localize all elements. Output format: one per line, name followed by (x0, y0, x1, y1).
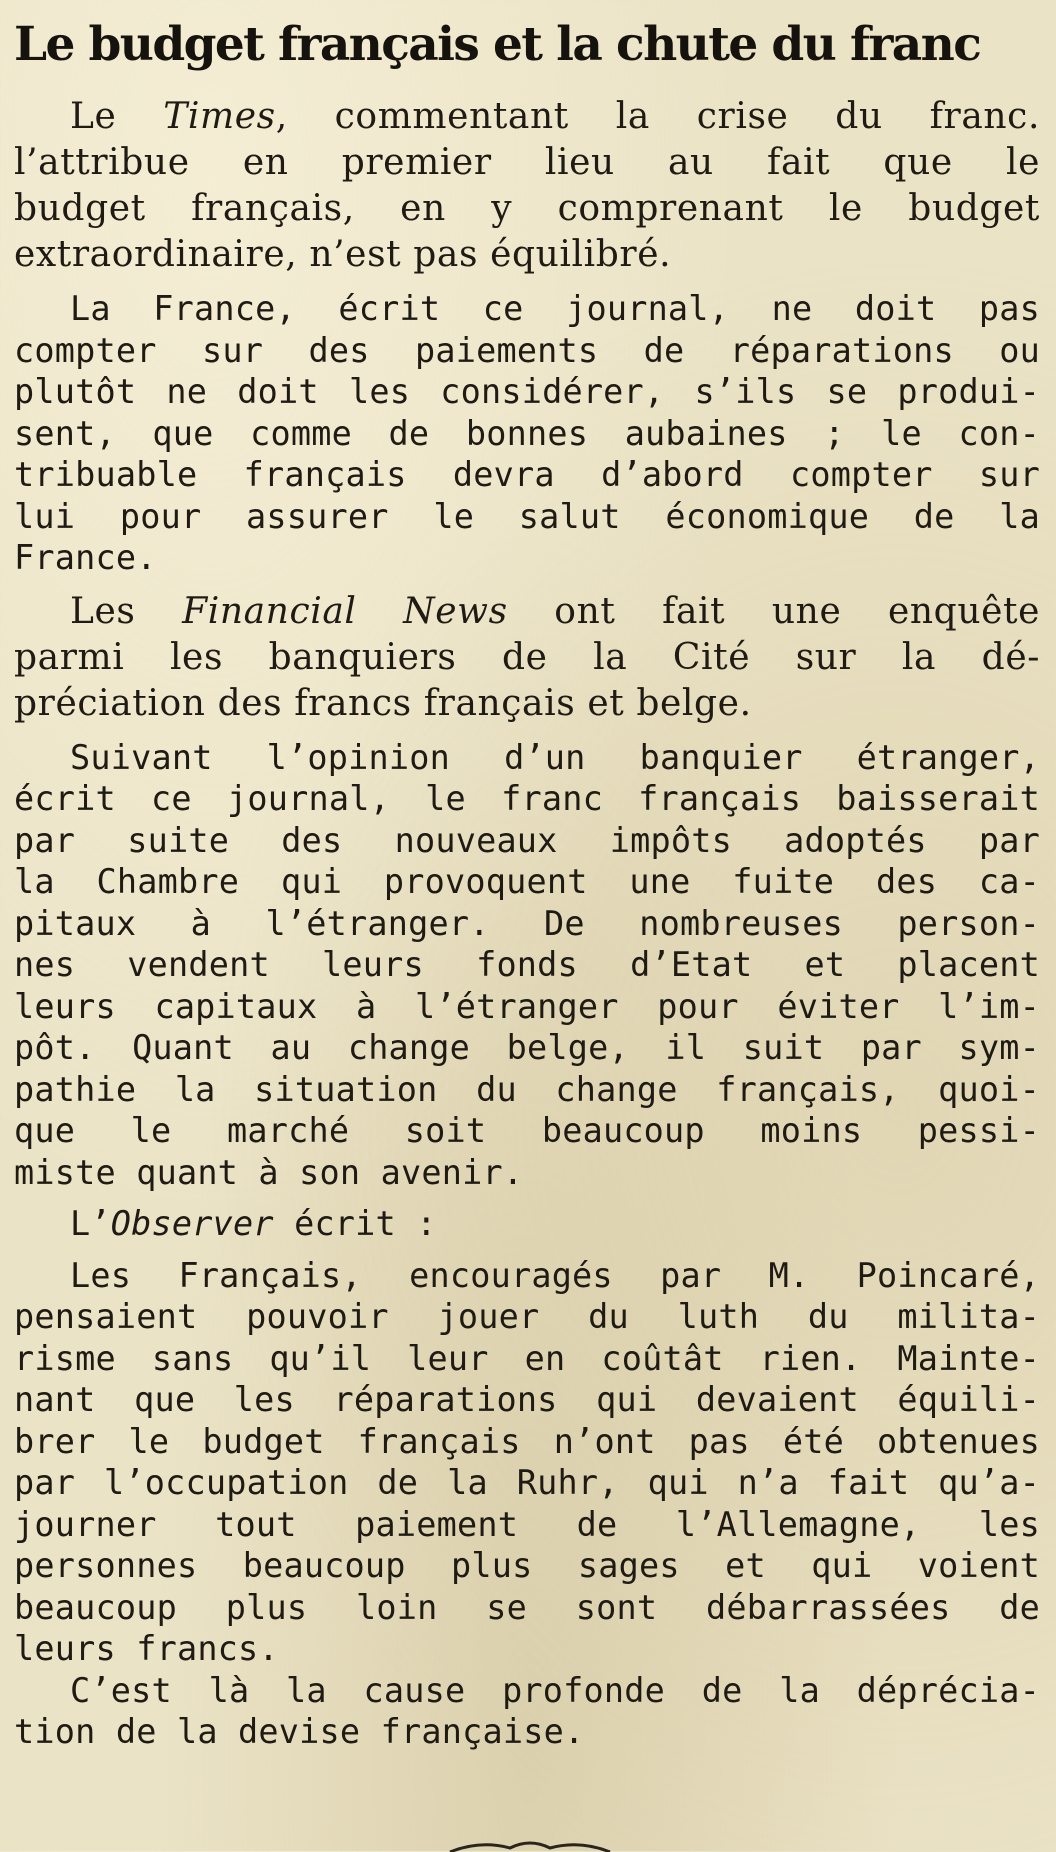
text-line (14, 94, 1040, 140)
italic-title: Times (163, 96, 276, 137)
text-line: lui pour assurer le salut économique de la (14, 496, 1040, 536)
paragraph-gap (14, 1193, 1040, 1203)
paragraph-observer-quote (14, 1255, 1040, 1670)
text-run: Les (70, 590, 183, 632)
text-line: par l’occupation de la Ruhr, qui n’a fait qu’a- (14, 1463, 1040, 1502)
text-line: écrit ce journal, le franc français baisserait (14, 779, 1040, 818)
text-run: , commentant la crise du franc. (275, 96, 1040, 137)
text-line: pitaux à l’étranger. De nombreuses person- (14, 903, 1040, 943)
text-line: budget français, en y comprenant le budget (14, 188, 1040, 229)
article-headline: Le budget français et la chute du franc (14, 17, 981, 72)
text-line: Les Français, encouragés par M. Poincaré, (70, 1255, 1040, 1295)
text-line: personnes beaucoup plus sages et qui voient (14, 1546, 1040, 1585)
paragraph-observer-intro (14, 1203, 1040, 1245)
text-line: leurs francs. (14, 1629, 279, 1668)
text-line: C’est là la cause profonde de la déprécia- (70, 1670, 1040, 1710)
text-line: pathie la situation du change français, quoi- (14, 1069, 1040, 1109)
italic-title: Observer (110, 1204, 274, 1243)
text-line: l’attribue en premier lieu au fait que le (14, 142, 1040, 183)
text-run: ont fait une enquête (507, 590, 1040, 632)
text-line: extraordinaire, n’est pas équilibré. (14, 234, 672, 275)
text-line: sent, que comme de bonnes aubaines ; le con- (14, 413, 1040, 453)
text-line: miste quant à son avenir. (14, 1152, 524, 1192)
text-line: préciation des francs français et belge. (14, 682, 752, 724)
text-run: écrit : (273, 1204, 437, 1243)
paragraph-financial-news-lede (14, 589, 1040, 727)
ornament-icon (440, 1838, 620, 1852)
text-line: parmi les banquiers de la Cité sur la dé- (14, 636, 1040, 678)
text-line: pensaient pouvoir jouer du luth du milita- (14, 1297, 1040, 1336)
text-line: compter sur des paiements de réparations ou (14, 330, 1040, 370)
paragraph-gap (14, 1245, 1040, 1255)
text-line: leurs capitaux à l’étranger pour éviter l’im- (14, 986, 1040, 1026)
text-line: tion de la devise française. (14, 1712, 585, 1751)
text-line: nes vendent leurs fonds d’Etat et placent (14, 945, 1040, 984)
text-line: journer tout paiement de l’Allemagne, les (14, 1504, 1040, 1544)
text-line: la Chambre qui provoquent une fuite des ca- (14, 862, 1040, 901)
paragraph-financial-news-quote (14, 737, 1040, 1194)
paragraph-gap (14, 579, 1040, 589)
text-line: par suite des nouveaux impôts adoptés par (14, 820, 1040, 860)
text-line: risme sans qu’il leur en coûtât rien. Mainte- (14, 1338, 1040, 1378)
text-line: que le marché soit beaucoup moins pessi- (14, 1111, 1040, 1150)
text-run: L’ (70, 1204, 111, 1243)
paragraph-times-quote (14, 288, 1040, 579)
text-line (14, 589, 1040, 635)
text-run: Le (70, 96, 164, 137)
paragraph-gap (14, 727, 1040, 737)
text-line: beaucoup plus loin se sont débarrassées de (14, 1587, 1040, 1627)
paragraph-gap (14, 278, 1040, 288)
paragraph-times-lede (14, 94, 1040, 278)
text-line (14, 1203, 1040, 1245)
text-line: tribuable français devra d’abord compter sur (14, 455, 1040, 494)
text-line: nant que les réparations qui devaient équili- (14, 1380, 1040, 1419)
text-line: Suivant l’opinion d’un banquier étranger, (70, 737, 1040, 777)
text-line: plutôt ne doit les considérer, s’ils se produi- (14, 372, 1040, 411)
italic-title: Financial News (182, 590, 508, 632)
paragraph-conclusion (14, 1670, 1040, 1753)
text-line: brer le budget français n’ont pas été obtenues (14, 1421, 1040, 1461)
text-line: France. (14, 538, 157, 577)
text-line: pôt. Quant au change belge, il suit par sym- (14, 1028, 1040, 1067)
text-line: La France, écrit ce journal, ne doit pas (70, 289, 1040, 328)
